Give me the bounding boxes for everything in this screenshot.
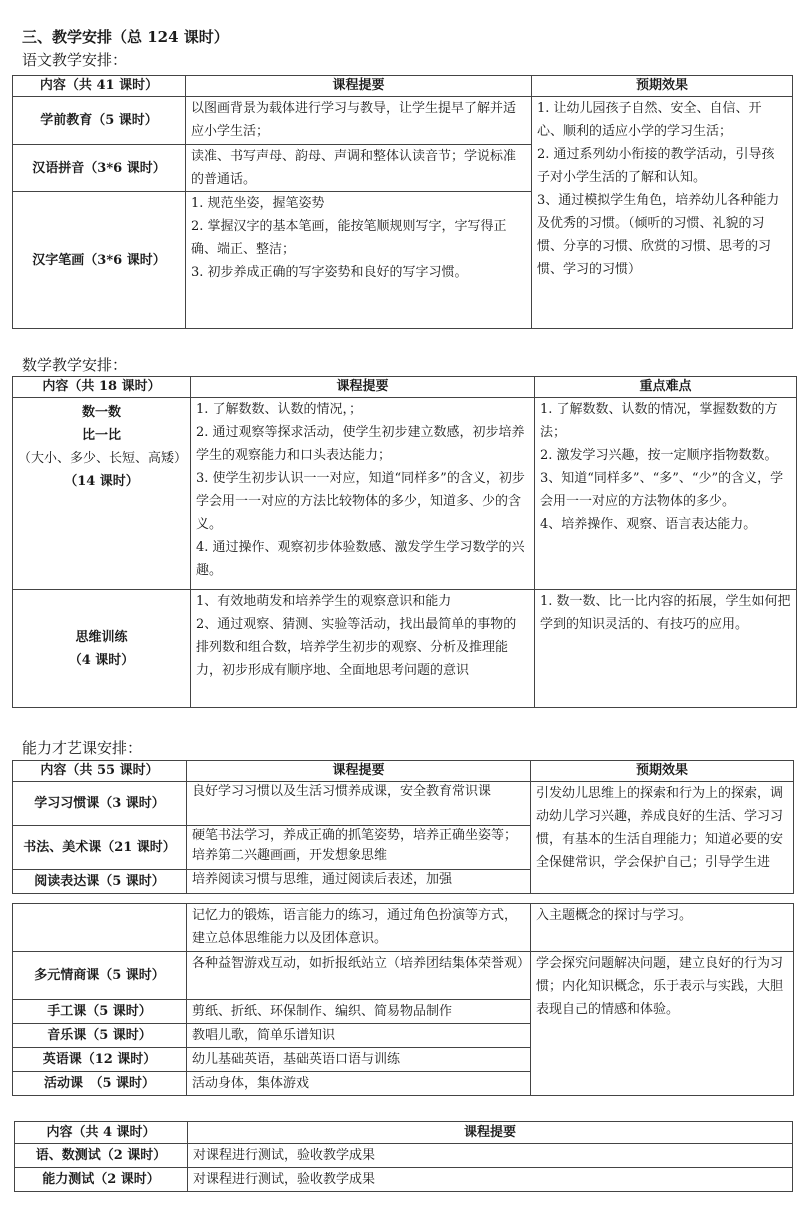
table-header-row	[15, 1122, 793, 1144]
chinese-table	[12, 75, 793, 329]
table-row	[13, 782, 794, 826]
row-name-line2: 比一比	[81, 428, 121, 443]
row-name: 学前教育（5 课时）	[13, 97, 186, 145]
row-summary: 对课程进行测试，验收教学成果	[188, 1168, 793, 1192]
row-summary: 剪纸、折纸、环保制作、编织、简易物品制作	[187, 1000, 531, 1024]
row-summary: 对课程进行测试，验收教学成果	[188, 1144, 793, 1168]
row-summary: 教唱儿歌，简单乐谱知识	[187, 1024, 531, 1048]
header-effect: 预期效果	[531, 761, 794, 782]
row-name-line1: 数一数	[81, 405, 121, 420]
arts-heading: 能力才艺课安排：	[22, 739, 143, 757]
row-summary: 读准、书写声母、韵母、声调和整体认读音节；学说标准的普通话。	[186, 145, 532, 192]
table-row	[13, 590, 797, 708]
row-summary: 良好学习习惯以及生活习惯养成课，安全教育常识课	[187, 782, 531, 826]
header-focus: 重点难点	[535, 377, 797, 398]
tests-table	[14, 1121, 793, 1192]
table-row	[13, 398, 797, 590]
chinese-effect: 1. 让幼儿园孩子自然、安全、自信、开心、顺利的适应小学的学习生活； 2. 通过系列幼小衔接的教学活动，引导孩子对小学生活的了解和认知。 3、通过模拟学生角色，培养幼儿各种能力及优秀的习惯。（倾听的习惯、礼貌的习惯、分享的习惯、欣赏的习惯、思考的习惯、学习的习惯）	[532, 97, 793, 329]
math-table	[12, 376, 797, 708]
row-summary: 幼儿基础英语，基础英语口语与训练	[187, 1048, 531, 1072]
header-content: 内容（共 18 课时）	[13, 377, 191, 398]
header-summary: 课程提要	[187, 761, 531, 782]
row-name: 音乐课（5 课时）	[13, 1024, 187, 1048]
row-summary: 活动身体，集体游戏	[187, 1072, 531, 1096]
math-heading: 数学教学安排：	[22, 356, 128, 374]
row-name: 能力测试（2 课时）	[15, 1168, 188, 1192]
row-name: 汉语拼音（3*6 课时）	[13, 145, 186, 192]
row-name: 多元情商课（5 课时）	[13, 952, 187, 1000]
header-content: 内容（共 4 课时）	[15, 1122, 188, 1144]
header-summary: 课程提要	[191, 377, 535, 398]
header-effect: 预期效果	[532, 76, 793, 97]
row-name: 阅读表达课（5 课时）	[13, 870, 187, 894]
row-summary: 记忆力的锻炼，语言能力的练习，通过角色扮演等方式，建立总体思维能力以及团体意识。	[187, 904, 531, 952]
row-summary: 1. 规范坐姿，握笔姿势 2. 掌握汉字的基本笔画，能按笔顺规则写字，字写得正确、端正、整洁； 3. 初步养成正确的写字姿势和良好的写字习惯。	[186, 192, 532, 329]
row-name: 英语课（12 课时）	[13, 1048, 187, 1072]
row-name	[13, 590, 191, 708]
row-name-empty	[13, 904, 187, 952]
row-summary: 硬笔书法学习，养成正确的抓笔姿势，培养正确坐姿等；培养第二兴趣画画，开发想象思维	[187, 826, 531, 870]
chinese-heading: 语文教学安排：	[22, 51, 128, 69]
header-summary: 课程提要	[188, 1122, 793, 1144]
table-row	[13, 97, 793, 145]
row-name: 汉字笔画（3*6 课时）	[13, 192, 186, 329]
arts-effect-b: 学会探究问题解决问题，建立良好的行为习惯；内化知识概念，乐于表示与实践，大胆表现自己的情感和体验。	[531, 952, 794, 1096]
row-focus: 1. 数一数、比一比内容的拓展，学生如何把学到的知识灵活的、有技巧的应用。	[535, 590, 797, 708]
row-name-line1: 思维训练	[75, 629, 128, 645]
header-summary: 课程提要	[186, 76, 532, 97]
row-summary: 1、有效地萌发和培养学生的观察意识和能力 2、通过观察、猜测、实验等活动，找出最简单的事物的排列数和组合数，培养学生初步的观察、分析及推理能力，初步形成有顺序地、全面地思考问题的意识	[191, 590, 535, 708]
row-summary: 1. 了解数数、认数的情况，； 2. 通过观察等探求活动，使学生初步建立数感，初步培养学生的观察能力和口头表达能力； 3. 使学生初步认识一一对应，知道“同样多”的含义，初步学会用一一对应的方法比较物体的多少，知道多、少的含义。 4. 通过操作、观察初步体验数感、激发学生学习数学的兴趣。	[191, 398, 535, 590]
table-row	[13, 952, 794, 1000]
table-header-row	[13, 761, 794, 782]
arts-effect-a: 引发幼儿思维上的探索和行为上的探索，调动幼儿学习兴趣，养成良好的生活、学习习惯，有基本的生活自理能力；知道必要的安全保健常识，学会保护自己；引导学生进	[531, 782, 794, 894]
row-name	[13, 398, 191, 590]
table-row	[15, 1144, 793, 1168]
row-name: 书法、美术课（21 课时）	[13, 826, 187, 870]
row-name: 活动课 （5 课时）	[13, 1072, 187, 1096]
cont-effect: 入主题概念的探讨与学习。	[531, 904, 794, 952]
row-name-detail: （大小、多少、长短、高矮）	[18, 451, 188, 466]
table-header-row	[13, 76, 793, 97]
row-name-hours: （4 课时）	[68, 652, 135, 668]
row-name-hours: （14 课时）	[64, 474, 139, 489]
table-row	[13, 904, 794, 952]
header-content: 内容（共 41 课时）	[13, 76, 186, 97]
section-title: 三、教学安排（总 124 课时）	[22, 28, 229, 46]
table-header-row	[13, 377, 797, 398]
row-name: 手工课（5 课时）	[13, 1000, 187, 1024]
arts-table	[12, 760, 794, 894]
arts-table-continued	[12, 903, 794, 1096]
row-summary: 各种益智游戏互动，如折报纸站立（培养团结集体荣誉观）	[187, 952, 531, 1000]
row-summary: 培养阅读习惯与思维，通过阅读后表述，加强	[187, 870, 531, 894]
row-focus: 1. 了解数数、认数的情况，掌握数数的方法； 2. 激发学习兴趣，按一定顺序指物数数。 3、知道“同样多”、“多”、“少”的含义，学会用一一对应的方法物体的多少。 4、培养操作、观察、语言表达能力。	[535, 398, 797, 590]
header-content: 内容（共 55 课时）	[13, 761, 187, 782]
table-row	[15, 1168, 793, 1192]
row-name: 语、数测试（2 课时）	[15, 1144, 188, 1168]
row-summary: 以图画背景为载体进行学习与教导，让学生提早了解并适应小学生活；	[186, 97, 532, 145]
row-name: 学习习惯课（3 课时）	[13, 782, 187, 826]
